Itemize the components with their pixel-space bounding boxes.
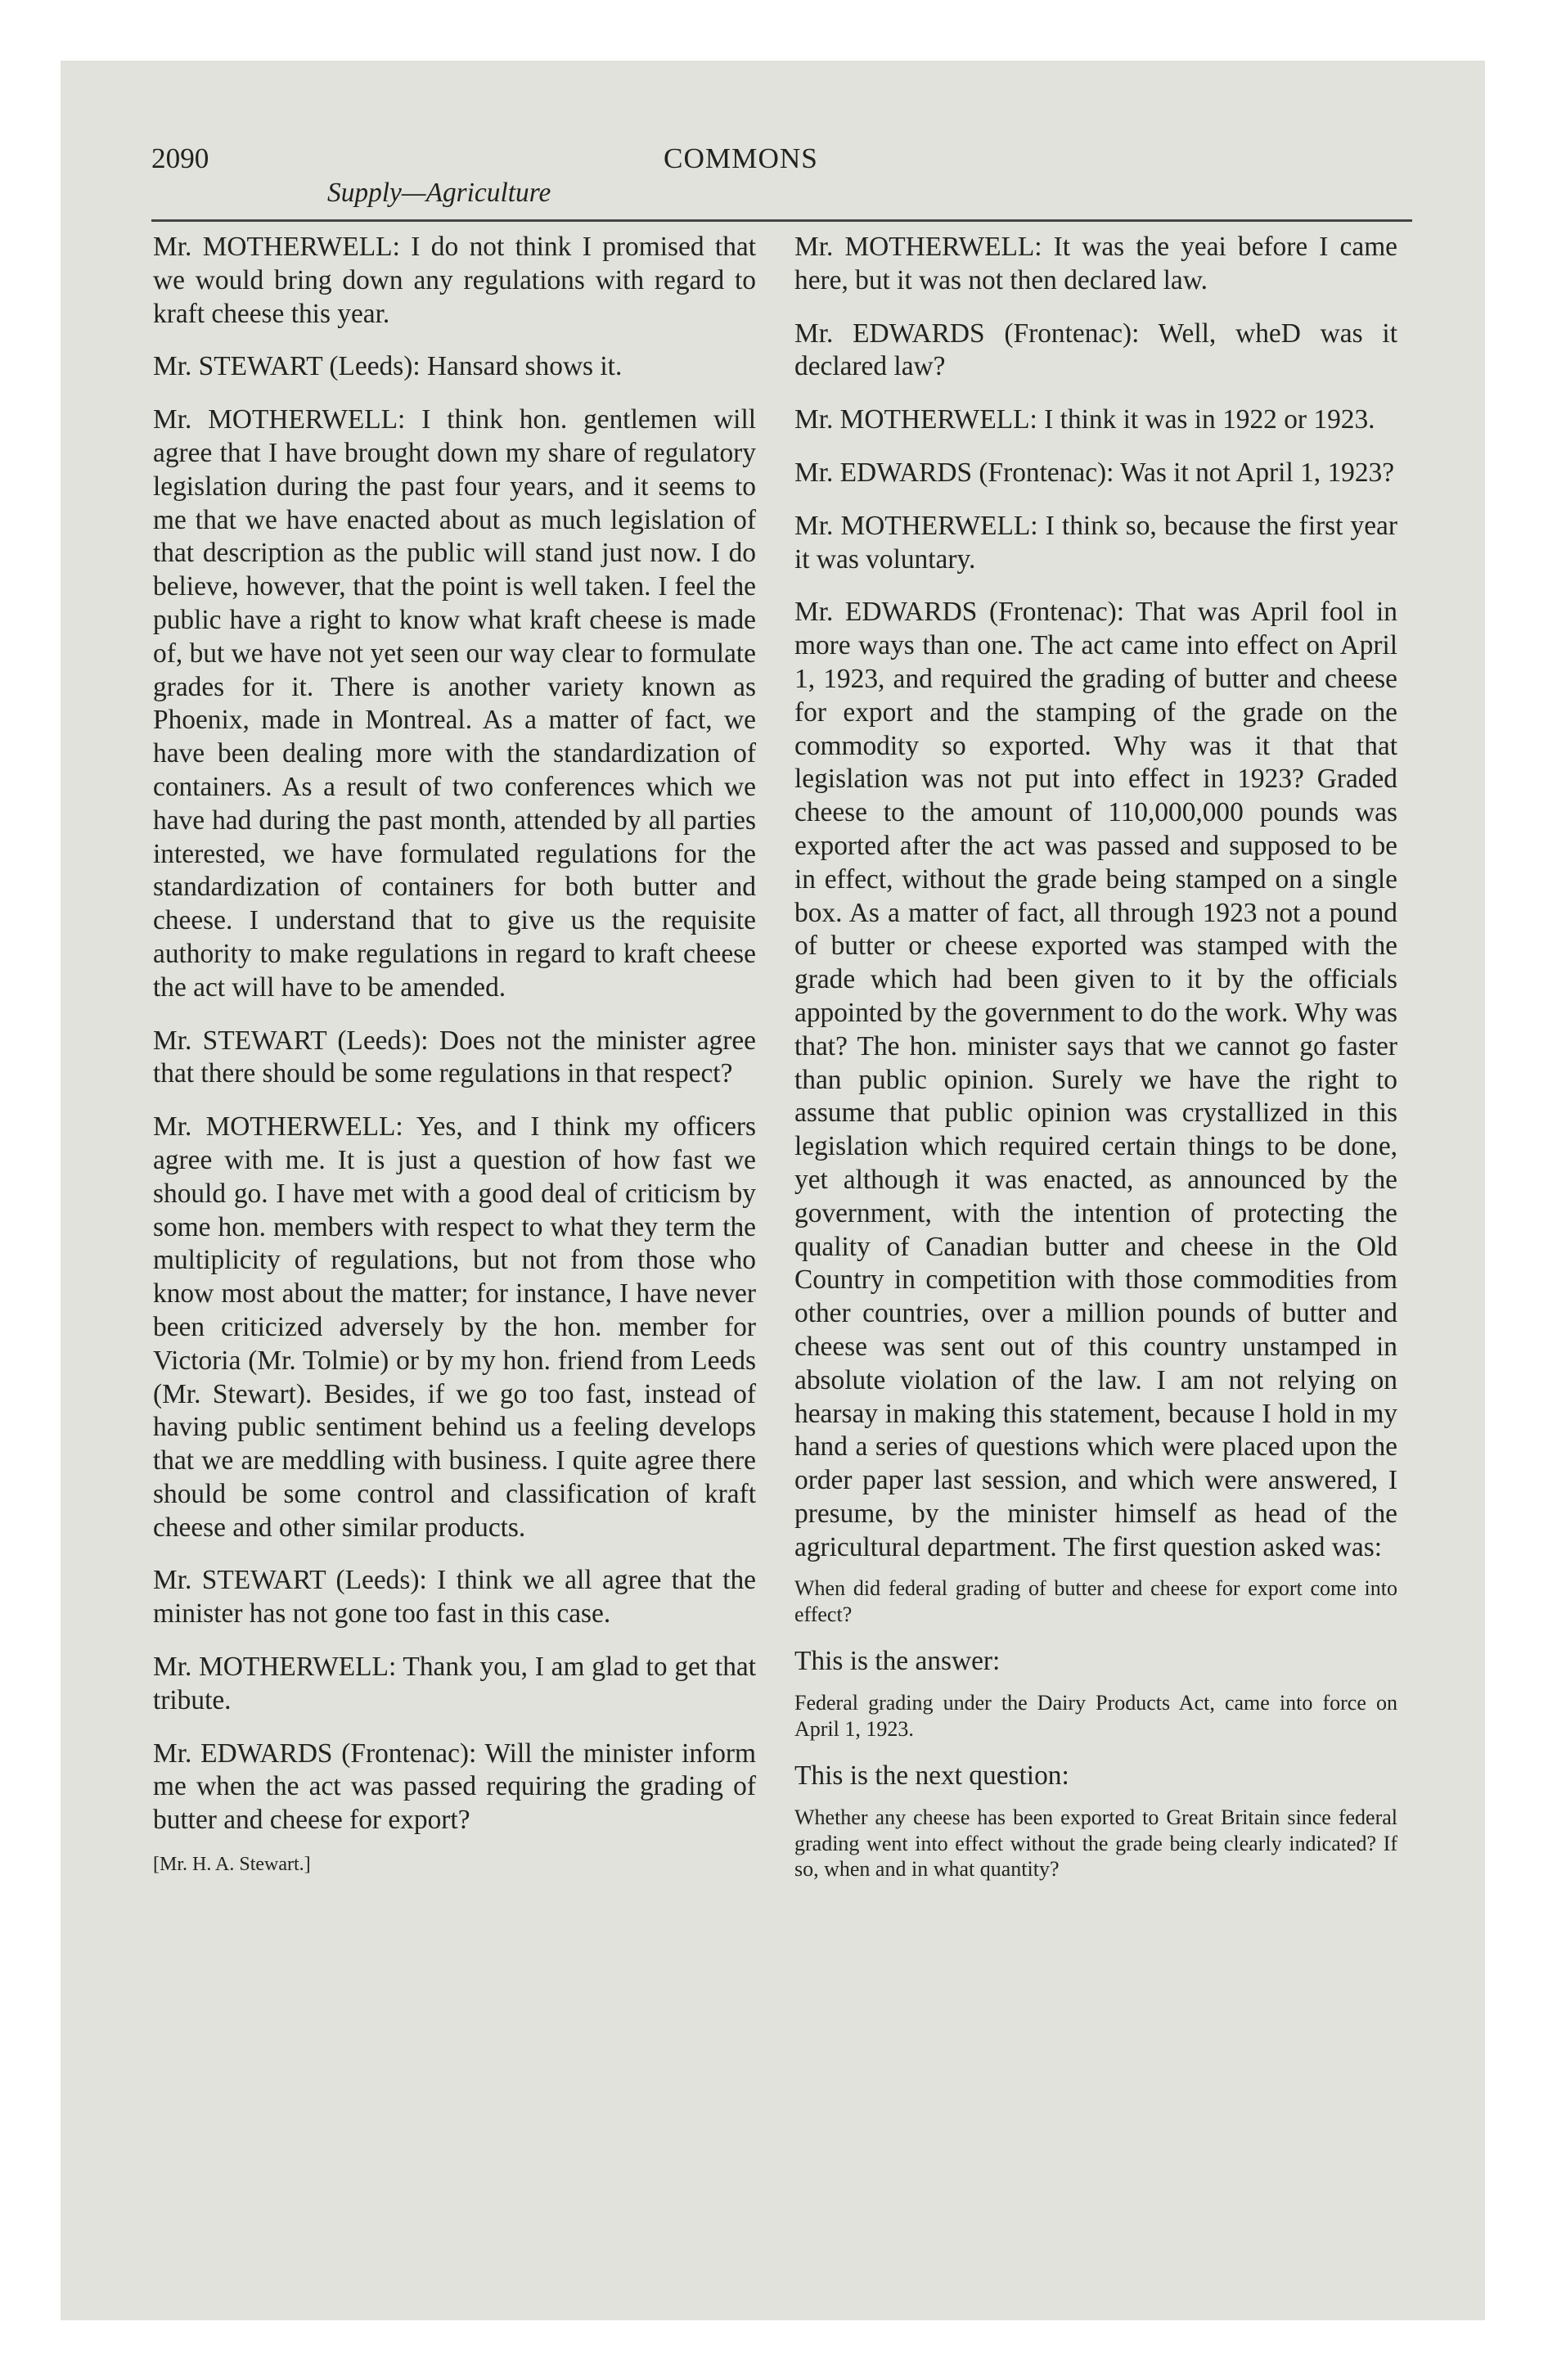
- paragraph: Mr. MOTHERWELL: I think hon. gentlemen will agree that I have brought down my share of regulatory legislation during the past four years, and it seems to me that we have enacted about as much legislation of that description as the public will stand just now. I do believe, however, that the point is well taken. I feel the public have a right to know what kraft cheese is made of, but we have not yet seen our way clear to formulate grades for it. There is another variety known as Phoenix, made in Montreal. As a matter of fact, we have been dealing more with the standardization of containers. As a result of two conferences which we have had during the past month, attended by all parties interested, we have formulated regulations for the standardization of containers for both butter and cheese. I understand that to give us the requisite authority to make regulations in regard to kraft cheese the act will have to be amended.: [153, 404, 756, 1003]
- running-head-section: Supply—Agriculture: [327, 178, 551, 208]
- paragraph: Mr. MOTHERWELL: Yes, and I think my officers agree with me. It is just a question of how fast we should go. I have met with a good deal of criticism by some hon. members with respect to what they term the multiplicity of regulations, but not from those who know most about the matter; for instance, I have never been criticized adversely by the hon. member for Victoria (Mr. Tolmie) or by my hon. friend from Leeds (Mr. Stewart). Besides, if we go too fast, instead of having public sentiment behind us a feeling develops that we are meddling with business. I quite agree there should be some control and classification of kraft cheese and other similar products.: [153, 1111, 756, 1543]
- quoted-question: Whether any cheese has been exported to Great Britain since federal grading went into effect without the grade being clearly indicated? If so, when and in what quantity?: [794, 1805, 1397, 1882]
- page-number: 2090: [151, 142, 209, 174]
- running-head-chamber: COMMONS: [664, 142, 818, 174]
- paragraph: Mr. MOTHERWELL: Thank you, I am glad to get that tribute.: [153, 1652, 756, 1715]
- right-column: [794, 231, 1397, 1900]
- header-rule: [151, 219, 1412, 222]
- quoted-answer: Federal grading under the Dairy Products Act, came into force on April 1, 1923.: [794, 1691, 1397, 1741]
- paragraph: Mr. STEWART (Leeds): I think we all agree that the minister has not gone too fast in this case.: [153, 1565, 756, 1629]
- paragraph: Mr. MOTHERWELL: I think it was in 1922 or 1923.: [794, 404, 1375, 435]
- paragraph: This is the next question:: [794, 1760, 1069, 1792]
- left-column: [153, 231, 756, 1896]
- paragraph: Mr. MOTHERWELL: I do not think I promised that we would bring down any regulations with regard to kraft cheese this year.: [153, 232, 756, 329]
- paragraph: Mr. EDWARDS (Frontenac): Will the minister inform me when the act was passed requiring the grading of butter and cheese for export?: [153, 1738, 756, 1836]
- paragraph: Mr. EDWARDS (Frontenac): Well, wheD was it declared law?: [794, 318, 1397, 382]
- paragraph: Mr. MOTHERWELL: It was the yeai before I came here, but it was not then declared law.: [794, 232, 1397, 295]
- paragraph: Mr. STEWART (Leeds): Hansard shows it.: [153, 351, 623, 382]
- quoted-question: When did federal grading of butter and cheese for export come into effect?: [794, 1576, 1397, 1626]
- paragraph: Mr. EDWARDS (Frontenac): Was it not April 1, 1923?: [794, 457, 1395, 488]
- paragraph: Mr. MOTHERWELL: I think so, because the first year it was voluntary.: [794, 510, 1397, 575]
- paragraph: Mr. STEWART (Leeds): Does not the minister agree that there should be some regulations in that respect?: [153, 1025, 756, 1089]
- paragraph: Mr. EDWARDS (Frontenac): That was April fool in more ways than one. The act came into effect on April 1, 1923, and required the grading of butter and cheese for export and the stamping of the grade on the commodity so exported. Why was it that that legislation was not put into effect in 1923? Graded cheese to the amount of 110,000,000 pounds was exported after the act was passed and supposed to be in effect, without the grade being stamped on a single box. As a matter of fact, all through 1923 not a pound of butter or cheese exported was stamped with the grade which had been given to it by the officials appointed by the government to do the work. Why was that? The hon. minister says that we cannot go faster than public opinion. Surely we have the right to assume that public opinion was crystallized in this legislation which required certain things to be done, yet although it was enacted, as announced by the government, with the intention of protecting the quality of Canadian butter and cheese in the Old Country in competition with those commodities from other countries, over a million pounds of butter and cheese was sent out of this country unstamped in absolute violation of the law. I am not relying on hearsay in making this statement, because I hold in my hand a series of questions which were placed upon the order paper last session, and which were answered, I presume, by the minister himself as head of the agricultural department. The first question asked was:: [794, 597, 1397, 1562]
- paragraph: This is the answer:: [794, 1646, 1001, 1677]
- speaker-attribution: [Mr. H. A. Stewart.]: [153, 1854, 311, 1876]
